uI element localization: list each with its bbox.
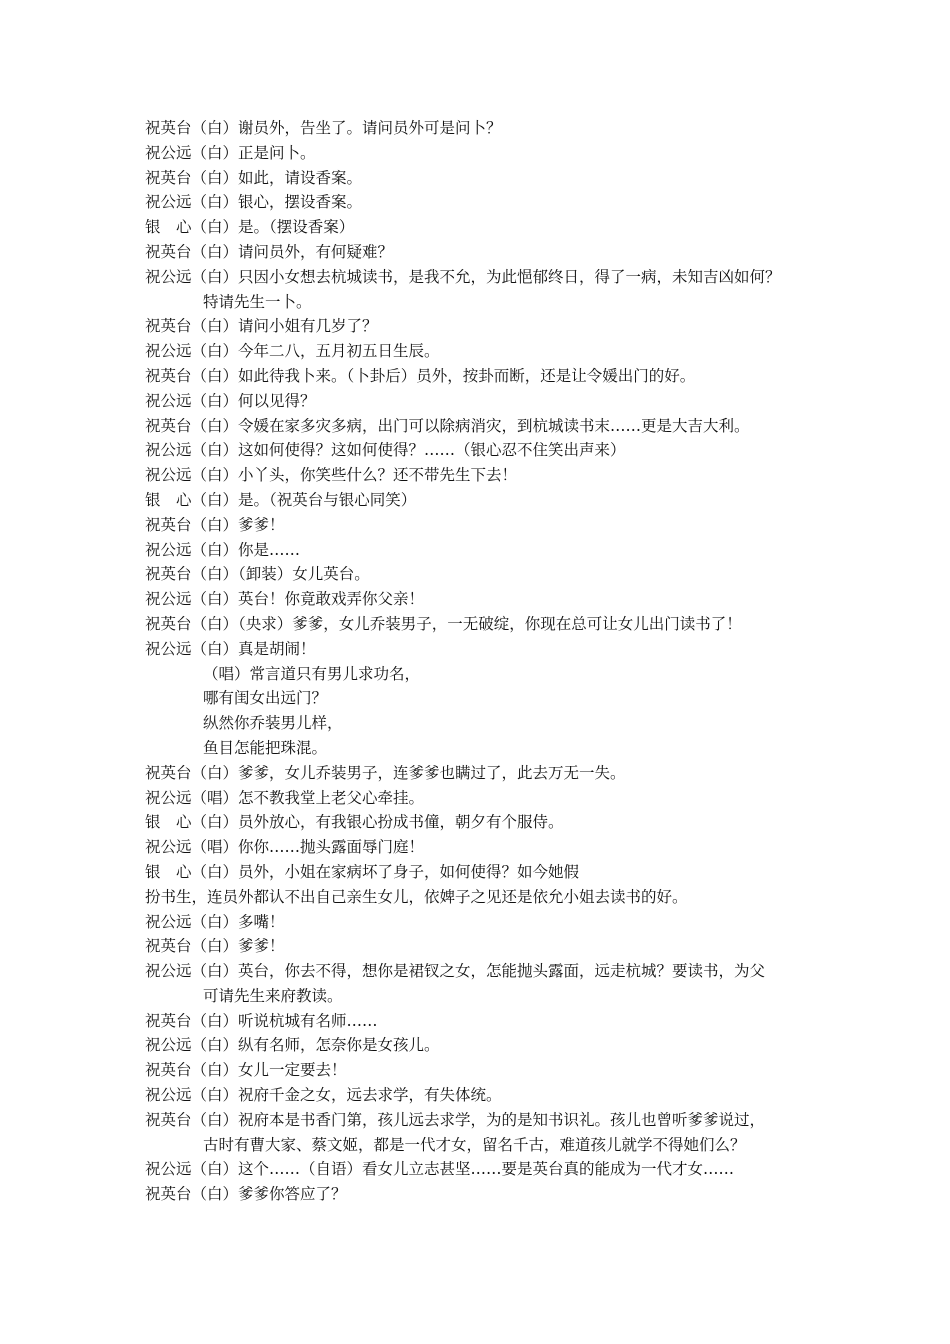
dialogue-line: 祝公远（白）纵有名师，怎奈你是女孩儿。: [145, 1036, 440, 1055]
dialogue-line: 祝公远（白）小丫头，你笑些什么？还不带先生下去！: [145, 466, 518, 485]
dialogue-line: 祝公远（白）正是问卜。: [145, 143, 316, 162]
dialogue-line: 祝公远（白）祝府千金之女，远去求学，有失体统。: [145, 1086, 502, 1105]
dialogue-line: 祝英台（白）令媛在家多灾多病，出门可以除病消灾，到杭城读书末……更是大吉大利。: [145, 416, 750, 435]
dialogue-line: 祝英台（白）爹爹！: [145, 937, 285, 956]
dialogue-line: 祝英台（白）如此，请设香案。: [145, 168, 363, 187]
dialogue-line: 祝英台（白）请问员外，有何疑难？: [145, 242, 394, 261]
dialogue-line: 祝英台（白）（央求）爹爹，女儿乔装男子，一无破绽，你现在总可让女儿出门读书了！: [145, 614, 742, 633]
dialogue-line: 祝公远（白）多嘴！: [145, 912, 285, 931]
dialogue-line: 银 心（白）员外，小姐在家病坏了身子，如何使得？如今她假: [145, 862, 580, 881]
dialogue-continuation: 可请先生来府教读。: [203, 986, 343, 1005]
dialogue-line: 银 心（白）员外放心，有我银心扮成书僮，朝夕有个服侍。: [145, 813, 564, 832]
dialogue-line: 祝公远（白）今年二八，五月初五日生辰。: [145, 342, 440, 361]
dialogue-line: 祝公远（白）你是……: [145, 540, 301, 559]
song-line: 纵然你乔装男儿样，: [203, 714, 343, 733]
dialogue-line: 祝英台（白）女儿一定要去！: [145, 1061, 347, 1080]
dialogue-line: 祝公远（唱）怎不教我堂上老父心牵挂。: [145, 788, 425, 807]
dialogue-line: 祝英台（白）如此待我卜来。（卜卦后）员外，按卦而断，还是让令媛出门的好。: [145, 366, 696, 385]
dialogue-line: 祝公远（白）英台，你去不得，想你是裙钗之女，怎能抛头露面，远走杭城？要读书，为父: [145, 962, 766, 981]
dialogue-line: 祝英台（白）听说杭城有名师……: [145, 1011, 378, 1030]
dialogue-line: 祝英台（白）爹爹，女儿乔装男子，连爹爹也瞒过了，此去万无一失。: [145, 763, 626, 782]
dialogue-line: 祝英台（白）谢员外，告坐了。请问员外可是问卜？: [145, 119, 502, 137]
dialogue-line: 祝公远（白）只因小女想去杭城读书，是我不允，为此悒郁终日，得了一病，未知吉凶如何？: [145, 267, 781, 286]
dialogue-line: 祝公远（白）银心，摆设香案。: [145, 193, 363, 212]
dialogue-line: 祝公远（白）英台！你竟敢戏弄你父亲！: [145, 590, 425, 609]
dialogue-line: 祝英台（白）（卸装）女儿英台。: [145, 565, 370, 584]
song-line: 哪有闺女出远门？: [203, 689, 328, 708]
dialogue-line: 祝英台（白）爹爹！: [145, 515, 285, 534]
dialogue-line: 祝公远（白）这个……（自语）看女儿立志甚坚……要是英台真的能成为一代才女……: [145, 1160, 735, 1179]
song-line: 鱼目怎能把珠混。: [203, 738, 328, 757]
dialogue-line: 祝公远（唱）你你……抛头露面辱门庭！: [145, 838, 425, 857]
dialogue-line: 银 心（白）是。（祝英台与银心同笑）: [145, 490, 417, 509]
dialogue-line: 扮书生，连员外都认不出自己亲生女儿，依婢子之见还是依允小姐去读书的好。: [145, 887, 688, 906]
song-line: （唱）常言道只有男儿求功名，: [203, 664, 421, 683]
dialogue-line: 祝英台（白）爹爹你答应了？: [145, 1185, 347, 1204]
dialogue-line: 祝公远（白）何以见得？: [145, 391, 316, 410]
dialogue-line: 祝英台（白）祝府本是书香门第，孩儿远去求学，为的是知书识礼。孩儿也曾听爹爹说过，: [145, 1110, 766, 1129]
dialogue-line: 祝英台（白）请问小姐有几岁了？: [145, 317, 378, 336]
dialogue-continuation: 特请先生一卜。: [203, 292, 312, 311]
dialogue-line: 银 心（白）是。（摆设香案）: [145, 218, 355, 237]
dialogue-continuation: 古时有曹大家、蔡文姬，都是一代才女，留名千古，难道孩儿就学不得她们么？: [203, 1135, 746, 1154]
dialogue-line: 祝公远（白）这如何使得？这如何使得？……（银心忍不住笑出声来）: [145, 441, 626, 460]
dialogue-line: 祝公远（白）真是胡闹！: [145, 639, 316, 658]
script-text: [145, 116, 825, 1207]
